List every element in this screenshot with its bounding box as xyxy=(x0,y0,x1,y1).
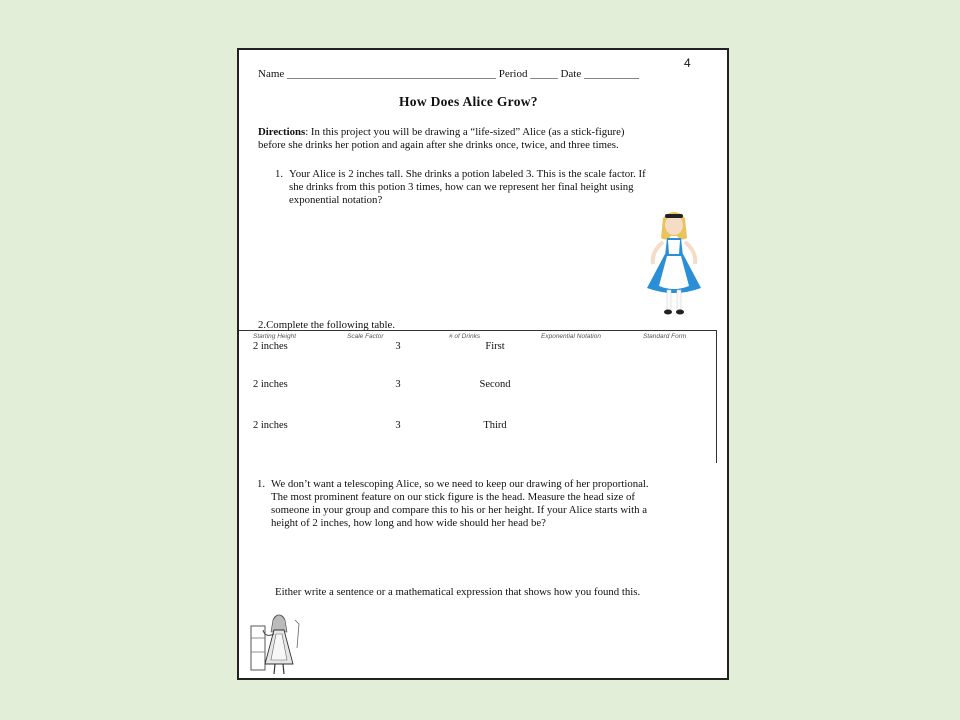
question-3-line-2: The most prominent feature on our stick figure is the head. Measure the head size of xyxy=(271,491,635,503)
cell-exponential-notation[interactable] xyxy=(541,420,643,461)
question-3 xyxy=(257,478,649,530)
alice-sketch-image xyxy=(247,608,305,678)
alice-blue-dress-image xyxy=(641,208,707,320)
directions-line-2: before she drinks her potion and again after she drinks once, twice, and three times. xyxy=(258,139,619,151)
directions-label: Directions xyxy=(258,126,306,138)
question-3-line-1: We don’t want a telescoping Alice, so we need to keep our drawing of her proportional. xyxy=(271,478,649,490)
header-exponential-notation: Exponential Notation xyxy=(541,332,601,340)
header-standard-form: Standard Form xyxy=(643,332,687,340)
cell-standard-form[interactable] xyxy=(643,420,723,461)
question-1-line-3: exponential notation? xyxy=(289,194,383,206)
question-1-line-2: she drinks from this potion 3 times, how can we represent her final height using xyxy=(289,181,634,193)
directions-line-1: : In this project you will be drawing a “life-sized” Alice (as a stick-figure) xyxy=(305,126,625,138)
cell-drinks: First xyxy=(485,341,505,352)
question-1-number: 1. xyxy=(275,168,284,180)
header-starting-height: Starting Height xyxy=(253,332,296,340)
header-drinks: # of Drinks xyxy=(449,332,481,340)
cell-standard-form[interactable] xyxy=(643,379,723,420)
cell-exponential-notation[interactable] xyxy=(541,341,643,379)
table-row xyxy=(253,420,723,461)
cell-drinks: Third xyxy=(483,420,507,431)
cell-starting-height: 2 inches xyxy=(253,379,288,390)
question-2-prompt: 2.Complete the following table. xyxy=(258,319,396,331)
cell-starting-height: 2 inches xyxy=(253,420,288,431)
cell-scale-factor: 3 xyxy=(395,341,401,352)
cell-scale-factor: 3 xyxy=(395,379,401,390)
alice-growth-table xyxy=(253,331,723,461)
question-3-number: 1. xyxy=(257,478,266,490)
table-header-row xyxy=(253,331,723,341)
question-3-line-3: someone in your group and compare this to his or her height. If your Alice starts with a xyxy=(271,504,648,516)
cell-standard-form[interactable] xyxy=(643,341,723,379)
either-instruction: Either write a sentence or a mathematical expression that shows how you found this. xyxy=(275,586,641,598)
worksheet-title: How Does Alice Grow? xyxy=(399,94,538,109)
cell-scale-factor: 3 xyxy=(395,420,401,431)
worksheet-page xyxy=(237,48,729,680)
question-1 xyxy=(275,168,646,207)
directions xyxy=(258,126,624,152)
question-3-line-4: height of 2 inches, how long and how wide should her head be? xyxy=(271,517,546,529)
cell-drinks: Second xyxy=(479,379,511,390)
page-number: 4 xyxy=(684,56,691,70)
cell-starting-height: 2 inches xyxy=(253,341,288,352)
header-scale-factor: Scale Factor xyxy=(347,332,384,340)
name-period-date-line: Name ______________________________________ Period _____ Date __________ xyxy=(258,68,639,80)
question-1-line-1: Your Alice is 2 inches tall. She drinks a potion labeled 3. This is the scale factor. If xyxy=(289,168,646,180)
table-row xyxy=(253,341,723,379)
table-row xyxy=(253,379,723,420)
cell-exponential-notation[interactable] xyxy=(541,379,643,420)
